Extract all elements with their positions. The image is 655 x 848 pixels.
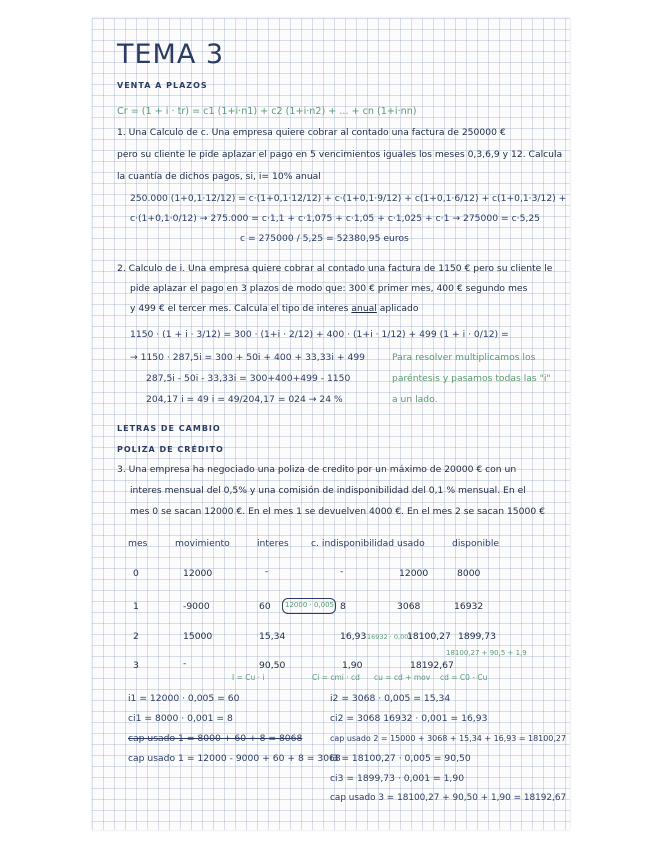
table-cell: 3 [133, 660, 139, 671]
table-header-usado: usado [397, 538, 425, 549]
table-cell: 60 [259, 601, 271, 612]
ex3-line-2: interes mensual del 0,5% y una comisión de indisponibilidad del 0,1 % mensual. En el [130, 485, 526, 496]
legend-ci: Ci = cmi · cd [312, 673, 360, 682]
ex1-calc-2: c·(1+0,1·0/12) → 275.000 = c·1,1 + c·1,075 + c·1,05 + c·1,025 + c·1 → 275000 = c·5,25 [130, 213, 541, 224]
ex2-line-3 [130, 303, 418, 314]
ex2-line-1: 2. Calculo de i. Una empresa quiere cobrar al contado una factura de 1150 € pero su cliente le [117, 263, 553, 274]
ex2-note-2: paréntesis y pasamos todas las "i" [392, 373, 551, 384]
table-cell: 3068 [397, 601, 421, 612]
table-cell: 18192,67 [410, 660, 454, 671]
ex2-word-anual: anual [351, 303, 377, 314]
legend-cd: cd = C0 - Cu [440, 673, 488, 682]
table-cell: 16,93 [340, 631, 367, 642]
ex2-calc-3: 287,5i - 50i - 33,33i = 300+400+499 - 1150 [146, 373, 351, 384]
bottom-right-line: ci2 = 3068 16932 · 0,001 = 16,93 [330, 713, 488, 724]
table-cell: 1,90 [342, 660, 363, 671]
annotation-row3: 18100,27 + 90,5 + 1,9 [446, 649, 527, 657]
section-heading-venta-plazos: VENTA A PLAZOS [117, 81, 208, 90]
annotation-row2: 16932 · 0,001 [367, 633, 413, 641]
ex3-line-3: mes 0 se sacan 12000 €. En el mes 1 se devuelven 4000 €. En el mes 2 se sacan 15000 € [130, 506, 545, 517]
ex3-line-1: 3. Una empresa ha negociado una poliza de credito por un máximo de 20000 € con un [117, 464, 517, 475]
bottom-right-line: i2 = 3068 · 0,005 = 15,34 [330, 693, 451, 704]
table-cell: 1899,73 [458, 631, 496, 642]
ex1-line-3: la cuantía de dichos pagos, si, i= 10% anual [117, 171, 321, 182]
table-header-mes: mes [128, 538, 148, 549]
legend-cu: cu = cd + mov [374, 673, 431, 682]
table-header-indisponibilidad: c. indisponibilidad [311, 538, 395, 549]
legend-interes: I = Cu · i [232, 673, 265, 682]
ex1-result: c = 275000 / 5,25 = 52380,95 euros [240, 233, 409, 244]
table-cell: 8000 [457, 568, 481, 579]
table-cell: - [183, 658, 187, 669]
table-cell: - [265, 566, 269, 577]
table-cell: - [340, 566, 344, 577]
bottom-left-line: ci1 = 8000 · 0,001 = 8 [128, 713, 233, 724]
ex2-note-1: Para resolver multiplicamos los [392, 352, 536, 363]
table-cell: 15,34 [259, 631, 286, 642]
annotation-row1: 12000 · 0,005 [285, 601, 334, 609]
table-header-movimiento: movimiento [175, 538, 230, 549]
table-cell: 90,50 [259, 660, 286, 671]
table-cell: -9000 [183, 601, 210, 612]
table-header-disponible: disponible [452, 538, 500, 549]
table-cell: 18100,27 [407, 631, 451, 642]
bottom-right-line: cap usado 2 = 15000 + 3068 + 15,34 + 16,93 = 18100,27 [330, 734, 567, 743]
ex1-calc-1: 250.000 (1+0,1·12/12) = c·(1+0,1·12/12) + c·(1+0,1·9/12) + c(1+0,1·6/12) + c(1+0,1·3/12) + [130, 193, 567, 204]
ex2-calc-2: → 1150 · 287,5i = 300 + 50i + 400 + 33,33i + 499 [130, 352, 366, 363]
bottom-left-line: cap usado 1 = 12000 - 9000 + 60 + 8 = 3068 [128, 753, 341, 764]
ex2-calc-1: 1150 · (1 + i · 3/12) = 300 · (1+i · 2/12) + 400 · (1+i · 1/12) + 499 (1 + i · 0/12) = [130, 329, 509, 340]
ex2-line-2: pide aplazar el pago en 3 plazos de modo que: 300 € primer mes, 400 € segundo mes [130, 283, 528, 294]
bottom-right-line: ci3 = 1899,73 · 0,001 = 1,90 [330, 773, 465, 784]
ex2-calc-4: 204,17 i = 49 i = 49/204,17 = 024 → 24 % [146, 394, 343, 405]
table-cell: 15000 [183, 631, 213, 642]
bottom-left-line: i1 = 12000 · 0,005 = 60 [128, 693, 240, 704]
table-cell: 8 [340, 601, 346, 612]
bottom-right-line: i3 = 18100,27 · 0,005 = 90,50 [330, 753, 471, 764]
table-cell: 2 [133, 631, 139, 642]
page-title: TEMA 3 [117, 39, 225, 70]
section-heading-letras: LETRAS DE CAMBIO [117, 424, 221, 433]
ex1-line-2: pero su cliente le pide aplazar el pago en 5 vencimientos iguales los meses 0,3,6,9 y 12. Calcula [117, 149, 563, 160]
bottom-left-line-crossed: cap usado 1 = 8000 + 60 + 8 = 8068 [128, 733, 303, 744]
general-formula: Cr = (1 + i · tr) = c1 (1+i·n1) + c2 (1+i·n2) + ... + cn (1+i·nn) [117, 106, 417, 117]
ex1-line-1: 1. Una Calculo de c. Una empresa quiere cobrar al contado una factura de 250000 € [117, 127, 506, 138]
table-cell: 0 [133, 568, 139, 579]
table-cell: 12000 [399, 568, 429, 579]
ex2-word-aplicado: aplicado [379, 303, 419, 314]
section-heading-poliza: POLIZA DE CRÉDITO [117, 445, 224, 454]
table-cell: 16932 [454, 601, 484, 612]
bottom-right-line: cap usado 3 = 18100,27 + 90,50 + 1,90 = 18192,67 [330, 793, 567, 803]
ex2-note-3: a un lado. [392, 394, 438, 405]
table-cell: 1 [133, 601, 139, 612]
ex2-line-3-text: y 499 € el tercer mes. Calcula el tipo de interes [130, 303, 349, 314]
table-cell: 12000 [183, 568, 213, 579]
table-header-interes: interes [257, 538, 289, 549]
